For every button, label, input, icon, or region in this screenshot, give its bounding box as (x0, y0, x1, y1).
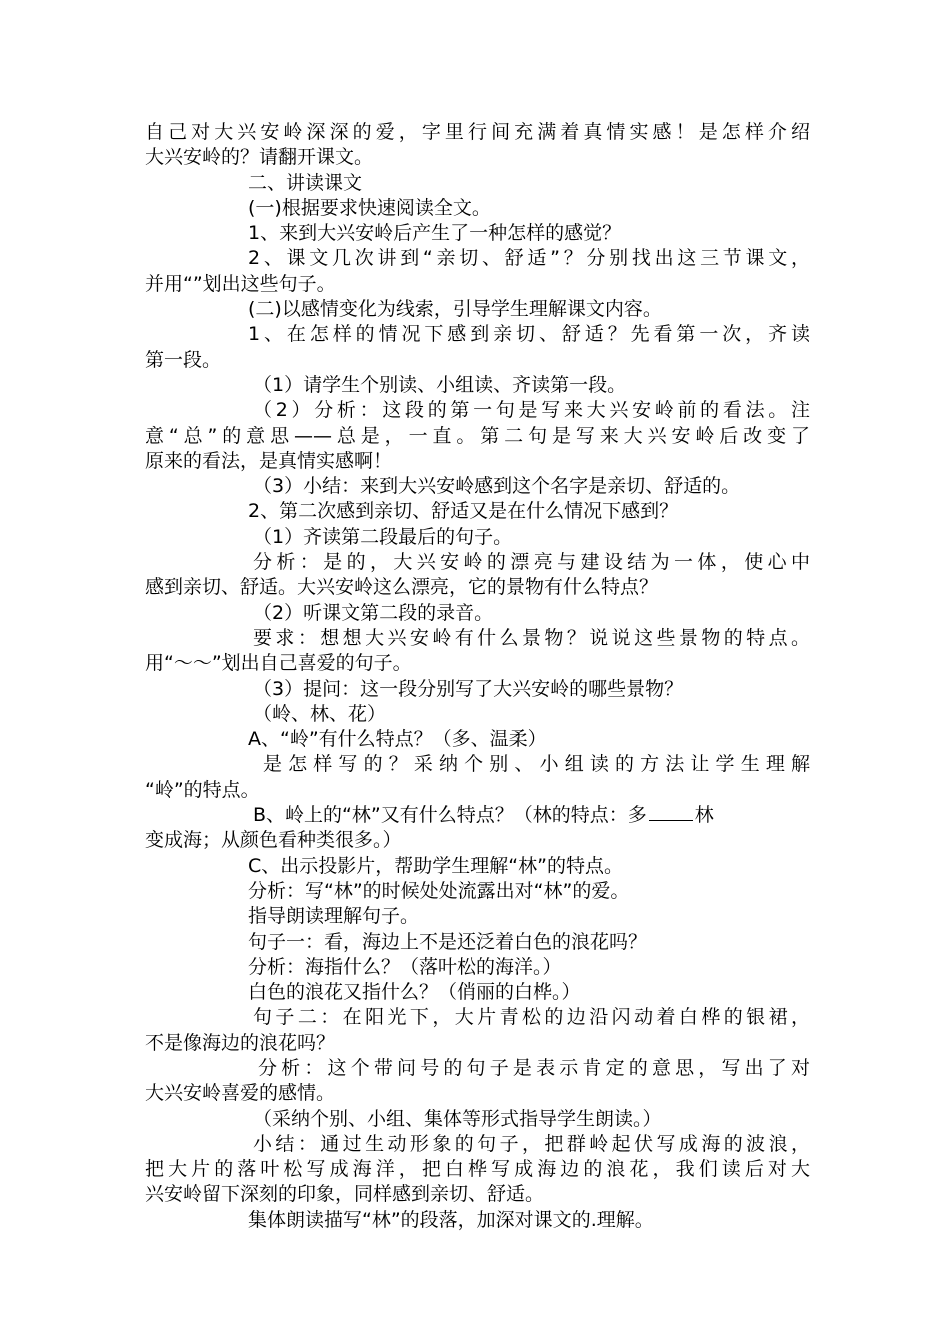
line-text: （3）小结：来到大兴安岭感到这个名字是亲切、舒适的。 (253, 475, 741, 498)
text-line (145, 904, 810, 929)
text-line (145, 879, 810, 904)
text-line (145, 955, 810, 980)
text-line (145, 120, 810, 145)
text-line (145, 1031, 810, 1056)
line-text: 指导朗读理解句子。 (248, 905, 420, 928)
line-text: 1、在怎样的情况下感到亲切、舒适？先看第一次，齐读 (248, 323, 810, 346)
text-line (145, 246, 810, 271)
line-text: C、出示投影片，帮助学生理解“林”的特点。 (248, 854, 623, 877)
line-text: 变成海；从颜色看种类很多。） (145, 829, 402, 852)
line-text: 小结：通过生动形象的句子，把群岭起伏写成海的波浪， (253, 1132, 810, 1155)
text-line (145, 752, 810, 777)
line-text: （1）齐读第二段最后的句子。 (253, 525, 513, 548)
text-line (145, 196, 810, 221)
line-text: 分析：海指什么？（落叶松的海洋。） (248, 955, 562, 978)
line-text: 大兴安岭喜爱的感情。 (145, 1082, 336, 1105)
line-text: 用“～～”划出自己喜爱的句子。 (145, 652, 412, 675)
text-line (145, 702, 810, 727)
text-line (145, 651, 810, 676)
line-text: 2、课文几次讲到“亲切、舒适”？分别找出这三节课文， (248, 247, 810, 270)
line-text: 句子一：看，海边上不是还泛着白色的浪花吗？ (248, 930, 648, 953)
text-line (145, 145, 810, 170)
text-line (145, 1107, 810, 1132)
text-line (145, 171, 810, 196)
line-text: （采纳个别、小组、集体等形式指导学生朗读。） (253, 1107, 662, 1130)
line-text: （岭、林、花） (253, 702, 387, 725)
line-text: “岭”的特点。 (145, 778, 260, 801)
line-text: （1）请学生个别读、小组读、齐读第一段。 (253, 373, 627, 396)
text-line (145, 550, 810, 575)
line-text: B、岭上的“林”又有什么特点？（林的特点：多 (253, 804, 647, 827)
text-line (145, 1157, 810, 1182)
line-text: 原来的看法，是真情实感啊！ (145, 449, 393, 472)
text-line (145, 398, 810, 423)
text-line (145, 828, 810, 853)
text-line (145, 525, 810, 550)
text-line (145, 626, 810, 651)
line-text: 分析：这个带问号的句子是表示肯定的意思，写出了对 (258, 1056, 810, 1079)
line-text: 分析：是的，大兴安岭的漂亮与建设结为一体，使心中 (253, 551, 810, 574)
line-text-after-blank: 林 (694, 804, 714, 827)
line-text: （3）提问：这一段分别写了大兴安岭的哪些景物？ (253, 677, 684, 700)
text-line (145, 499, 810, 524)
line-text: 不是像海边的浪花吗？ (145, 1031, 336, 1054)
text-line (145, 449, 810, 474)
text-line (145, 373, 810, 398)
line-text: 兴安岭留下深刻的印象，同样感到亲切、舒适。 (145, 1183, 545, 1206)
line-text: 分析：写“林”的时候处处流露出对“林”的爱。 (248, 879, 630, 902)
text-line (145, 930, 810, 955)
line-text: 白色的浪花又指什么？（俏丽的白桦。） (248, 981, 581, 1004)
line-text: 集体朗读描写“林”的段落，加深对课文的.理解。 (248, 1208, 654, 1231)
text-line (145, 1208, 810, 1233)
line-text: 大兴安岭的？请翻开课文。 (145, 146, 374, 169)
text-line (145, 727, 810, 752)
line-text: A、“岭”有什么特点？（多、温柔） (248, 728, 547, 751)
line-text: （2）分析：这段的第一句是写来大兴安岭前的看法。注 (253, 399, 810, 422)
text-line (145, 601, 810, 626)
line-text: (二)以感情变化为线索，引导学生理解课文内容。 (248, 298, 662, 321)
line-text: 把大片的落叶松写成海洋，把白桦写成海边的浪花，我们读后对大 (145, 1158, 810, 1181)
text-line (145, 803, 810, 828)
text-line (145, 778, 810, 803)
text-line (145, 1081, 810, 1106)
line-text: 2、第二次感到亲切、舒适又是在什么情况下感到？ (248, 500, 679, 523)
text-line (145, 297, 810, 322)
text-line (145, 677, 810, 702)
text-line (145, 1132, 810, 1157)
line-text: 意“总”的意思——总是，一直。第二句是写来大兴安岭后改变了 (145, 424, 810, 447)
line-text: (一)根据要求快速阅读全文。 (248, 196, 491, 219)
text-line (145, 272, 810, 297)
text-line (145, 980, 810, 1005)
line-text: 感到亲切、舒适。大兴安岭这么漂亮，它的景物有什么特点？ (145, 576, 659, 599)
text-line (145, 854, 810, 879)
text-line (145, 424, 810, 449)
line-text: 第一段。 (145, 348, 222, 371)
text-line (145, 474, 810, 499)
line-text: （2）听课文第二段的录音。 (253, 601, 494, 624)
document-body (0, 120, 950, 1233)
text-line (145, 575, 810, 600)
text-line (145, 348, 810, 373)
line-text: 要求：想想大兴安岭有什么景物？说说这些景物的特点。 (253, 626, 810, 649)
text-line (145, 221, 810, 246)
text-line (145, 322, 810, 347)
line-text: 并用“”划出这些句子。 (145, 272, 336, 295)
line-text: 句子二：在阳光下，大片青松的边沿闪动着白桦的银裙， (253, 1006, 810, 1029)
fill-in-blank (649, 804, 693, 821)
line-text: 自己对大兴安岭深深的爱，字里行间充满着真情实感！是怎样介绍 (145, 121, 810, 143)
line-text: 1、来到大兴安岭后产生了一种怎样的感觉？ (248, 222, 622, 245)
line-text: 二、讲读课文 (248, 171, 363, 194)
text-line (145, 1005, 810, 1030)
text-line (145, 1182, 810, 1207)
text-line (145, 1056, 810, 1081)
line-text: 是怎样写的？采纳个别、小组读的方法让学生理解 (263, 753, 810, 776)
